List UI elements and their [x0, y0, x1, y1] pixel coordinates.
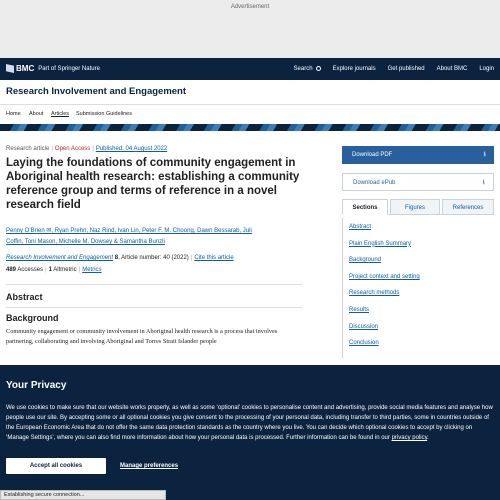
- sidebar-tabs: [342, 199, 494, 215]
- manage-preferences-link[interactable]: Manage preferences: [120, 463, 179, 469]
- authors-line-1[interactable]: Penny O’Brien ✉, Ryan Prehn, Naz Rind, Ivan Lin, Peter F. M. Choong, Dawn Bessarab, Juli: [6, 228, 252, 234]
- divider: [6, 307, 302, 308]
- altmetric-count: 1: [48, 267, 52, 273]
- cookie-body: We use cookies to make sure that our website works properly, as well as some ‘optional’ cookies to personalise content and advertising, provide social media features and analyse how people use our site. By accepting some or all optional cookies you give consent to the processing of your personal data, including transfer to third parties, some in countries outside of the European Economic Area that do not offer the same data protection standards as the country where you live. You can decide which optional cookies to accept by clicking on ‘Manage Settings’, where you can also find more information about how your personal data is processed. Further information can be found in our privacy policy.: [6, 405, 493, 441]
- tab-figures[interactable]: Figures: [390, 199, 440, 215]
- accesses-count: 489: [6, 267, 17, 273]
- subnav-about[interactable]: About: [29, 111, 44, 117]
- journal-header: [0, 80, 500, 104]
- brand-name: BMC: [16, 64, 35, 73]
- search-icon: [316, 66, 321, 71]
- bmc-logo-icon: [6, 64, 14, 73]
- toc-plain-english-summary[interactable]: Plain English Summary: [349, 240, 412, 247]
- divider: [6, 284, 302, 285]
- cookie-consent-banner: [0, 365, 500, 500]
- subnav-articles[interactable]: Articles: [51, 111, 70, 117]
- subnav-submission-guidelines[interactable]: Submission Guidelines: [76, 111, 132, 117]
- metrics-row: 489 Accesses | 1 Altmetric | Metrics: [6, 267, 102, 273]
- nav-login[interactable]: Login: [479, 66, 494, 72]
- abstract-heading: Abstract: [6, 292, 43, 302]
- brand-subtitle: Part of Springer Nature: [38, 65, 100, 72]
- background-heading: Background: [6, 313, 59, 323]
- article-type: Research article: [6, 146, 50, 152]
- journal-reference-link[interactable]: Research Involvement and Engagement: [6, 255, 114, 261]
- subnav-home[interactable]: Home: [6, 111, 21, 117]
- authors-line-2[interactable]: Coffin, Toni Mason, Michelle M. Dowsey & Samantha Bunzli: [6, 239, 165, 245]
- nav-get-published[interactable]: Get published: [387, 66, 425, 72]
- toc-background[interactable]: Background: [349, 257, 382, 264]
- download-pdf-button[interactable]: [342, 146, 494, 164]
- author-list: [6, 226, 306, 248]
- cookie-body-text: We use cookies to make sure that our website works properly, as well as some ‘optional’ cookies to personalise content and advertising, provide social media features and analyse how people use our site. By accepting some or all optional cookies you give consent to the processing of your personal data, including transfer to third parties, some in countries outside of the European Economic Area that do not offer the same data protection standards as the country where you live. You can decide which optional cookies to accept by clicking on ‘Manage Settings’, where you can also find more information about how your personal data is processed. Further information can be found in our: [6, 405, 493, 441]
- privacy-policy-link[interactable]: privacy policy: [391, 435, 428, 441]
- cite-this-article-link[interactable]: Cite this article: [194, 255, 234, 261]
- toc-rule: [342, 218, 343, 358]
- toc-discussion[interactable]: Discussion: [349, 323, 379, 330]
- nav-search-label: Search: [293, 66, 313, 73]
- nav-explore-journals[interactable]: Explore journals: [332, 66, 376, 72]
- download-epub-button[interactable]: [342, 173, 494, 191]
- tab-sections[interactable]: Sections: [342, 199, 388, 215]
- citation-row: Research Involvement and Engagement 8, Article number: 40 (2022) | Cite this article: [6, 255, 234, 261]
- bmc-logo[interactable]: [6, 64, 100, 73]
- nav-about-bmc[interactable]: About BMC: [436, 66, 468, 72]
- volume-number: 8: [114, 255, 119, 261]
- decorative-banner: [0, 124, 500, 131]
- altmetric-label: Altmetric: [53, 267, 77, 273]
- cookie-title: Your Privacy: [6, 380, 67, 391]
- accept-all-cookies-button[interactable]: Accept all cookies: [6, 458, 106, 474]
- published-date[interactable]: Published: 04 August 2022: [95, 146, 168, 152]
- toc-results[interactable]: Results: [349, 306, 370, 313]
- toc-project-context[interactable]: Project context and setting: [349, 273, 420, 280]
- top-navigation: [0, 58, 500, 80]
- journal-subnav: [0, 104, 500, 124]
- nav-search[interactable]: [294, 66, 321, 72]
- open-access-badge: Open Access: [54, 146, 91, 152]
- journal-title[interactable]: Research Involvement and Engagement: [6, 86, 187, 97]
- article-title: Laying the foundations of community engagement in Aboriginal health research: establishing a community reference group and terms of reference in a novel research field: [6, 157, 300, 211]
- section-list: [349, 224, 420, 357]
- download-pdf-label: Download PDF: [352, 152, 393, 158]
- advertisement-area: [0, 0, 500, 58]
- browser-status-bar: Establishing secure connection...: [0, 490, 166, 500]
- download-icon: ⭳: [482, 179, 485, 186]
- toc-research-methods[interactable]: Research methods: [349, 290, 400, 297]
- advertisement-label: Advertisement: [230, 4, 270, 10]
- article-number: , Article number: 40 (2022): [118, 255, 189, 261]
- metrics-link[interactable]: Metrics: [82, 267, 102, 273]
- background-paragraph: Community engagement or community involvement in Aboriginal health research is a process that involves partnering, collaborating and involving Aboriginal and Torres Strait Islander people: [6, 328, 278, 345]
- accesses-label: Accesses: [17, 267, 44, 273]
- tab-references[interactable]: References: [442, 199, 494, 215]
- article-meta: Research article | Open Access | Published: 04 August 2022: [6, 146, 168, 152]
- download-icon: ⭳: [483, 151, 486, 158]
- toc-conclusion[interactable]: Conclusion: [349, 340, 379, 347]
- toc-abstract[interactable]: Abstract: [349, 224, 372, 230]
- download-epub-label: Download ePub: [353, 180, 396, 186]
